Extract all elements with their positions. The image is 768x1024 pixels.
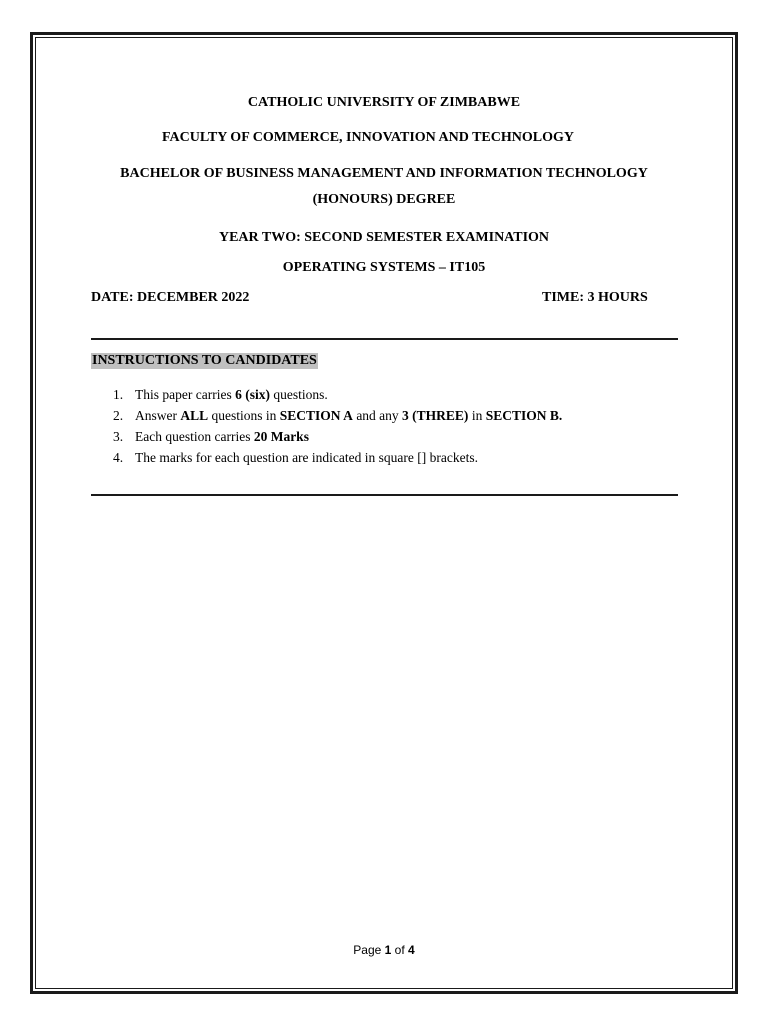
divider-bottom (91, 494, 678, 496)
instructions-list (113, 384, 562, 468)
divider-top (91, 338, 678, 340)
exam-date: DATE: DECEMBER 2022 (91, 290, 250, 305)
item-emphasis: SECTION A (279, 408, 353, 423)
item-text: questions in (208, 408, 280, 423)
item-text: This paper carries (135, 387, 236, 402)
page-total: 4 (408, 943, 415, 957)
exam-duration: TIME: 3 HOURS (542, 290, 648, 305)
item-text: Answer (135, 408, 181, 423)
exam-title: YEAR TWO: SECOND SEMESTER EXAMINATION (218, 230, 550, 245)
item-text: The marks for each question are indicated in square [] brackets. (135, 450, 478, 465)
list-item (113, 426, 562, 447)
page-number (0, 943, 768, 957)
degree-title-line2: (HONOURS) DEGREE (312, 192, 456, 207)
list-item (113, 447, 562, 468)
item-emphasis: 3 (THREE) (402, 408, 469, 423)
item-text: in (468, 408, 486, 423)
course-title: OPERATING SYSTEMS – IT105 (282, 260, 486, 275)
university-name: CATHOLIC UNIVERSITY OF ZIMBABWE (247, 95, 521, 110)
item-number: 1. (113, 387, 124, 402)
page-current: 1 (384, 943, 392, 957)
instructions-heading: INSTRUCTIONS TO CANDIDATES (92, 353, 317, 368)
item-emphasis: ALL (180, 408, 209, 423)
item-emphasis: SECTION B. (485, 408, 563, 423)
item-emphasis: 20 Marks (253, 429, 309, 444)
degree-title-line1: BACHELOR OF BUSINESS MANAGEMENT AND INFORMATION TECHNOLOGY (120, 166, 648, 181)
item-emphasis: 6 (six) (235, 387, 270, 402)
list-item (113, 384, 562, 405)
of-word: of (391, 943, 409, 957)
faculty-name: FACULTY OF COMMERCE, INNOVATION AND TECHNOLOGY (161, 130, 574, 145)
item-text: Each question carries (135, 429, 254, 444)
item-text: and any (352, 408, 403, 423)
page-word: Page (353, 943, 385, 957)
list-item (113, 405, 562, 426)
item-text: questions. (269, 387, 328, 402)
item-number: 3. (113, 429, 124, 444)
item-number: 2. (113, 408, 124, 423)
item-number: 4. (113, 450, 124, 465)
